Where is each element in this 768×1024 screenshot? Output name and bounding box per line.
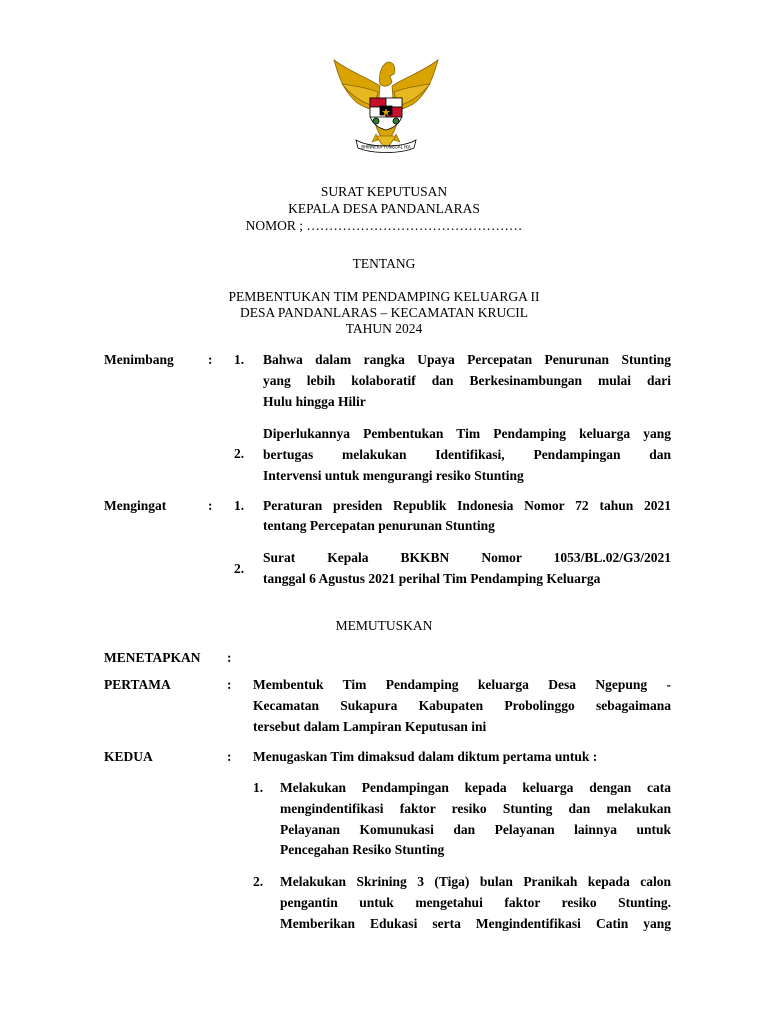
garuda-emblem-icon [328,48,444,158]
menetapkan-colon: : [227,650,232,665]
pertama-label: PERTAMA [104,677,171,692]
menimbang-item-2-line-2: bertugas melakukan Identifikasi, Pendampingan dan [263,447,671,462]
menimbang-item-2-line-1: Diperlukannya Pembentukan Tim Pendamping keluarga yang [263,426,671,441]
kedua-item-1-line-1: Melakukan Pendampingan kepada keluarga dengan cata [280,780,671,795]
kedua-item-1-line-2: mengindentifikasi faktor resiko Stunting dan melakukan [280,801,671,816]
mengingat-item-2-line-2: tanggal 6 Agustus 2021 perihal Tim Pendamping Keluarga [263,571,601,586]
menimbang-item-2-num: 2. [234,446,245,461]
tentang-heading: TENTANG [352,256,416,271]
header-authority: KEPALA DESA PANDANLARAS [288,201,480,216]
kedua-intro: Menugaskan Tim dimaksud dalam diktum pertama untuk : [253,749,598,764]
subject-line-1: PEMBENTUKAN TIM PENDAMPING KELUARGA II [228,289,540,304]
kedua-item-1-line-3: Pelayanan Komunukasi dan Pelayanan lainnya untuk [280,822,671,837]
mengingat-item-2-num: 2. [234,561,245,576]
header-number: NOMOR ; ………………………………………… [245,218,523,233]
menimbang-item-1-line-2: yang lebih kolaboratif dan Berkesinambungan mulai dari [263,373,671,388]
kedua-item-1-num: 1. [253,780,264,795]
svg-text:BHINNEKA TUNGGAL IKA: BHINNEKA TUNGGAL IKA [361,144,411,150]
kedua-item-2-line-3: Memberikan Edukasi serta Mengindentifikasi Catin yang [280,916,671,931]
mengingat-item-1-line-1: Peraturan presiden Republik Indonesia Nomor 72 tahun 2021 [263,498,671,513]
mengingat-item-2-line-1: Surat Kepala BKKBN Nomor 1053/BL.02/G3/2021 [263,550,671,565]
pertama-line-3: tersebut dalam Lampiran Keputusan ini [253,719,487,734]
pertama-line-1: Membentuk Tim Pendamping keluarga Desa Ngepung - [253,677,671,692]
mengingat-colon: : [208,498,213,513]
pertama-line-2: Kecamatan Sukapura Kabupaten Probolinggo sebagaimana [253,698,671,713]
subject-line-2: DESA PANDANLARAS – KECAMATAN KRUCIL [240,305,528,320]
kedua-item-2-line-2: pengantin untuk mengetahui faktor resiko Stunting. [280,895,671,910]
kedua-item-2-line-1: Melakukan Skrining 3 (Tiga) bulan Pranikah kepada calon [280,874,671,889]
kedua-label: KEDUA [104,749,153,764]
menimbang-colon: : [208,352,213,367]
mengingat-item-1-num: 1. [234,498,245,513]
kedua-colon: : [227,749,232,764]
menimbang-item-1-line-1: Bahwa dalam rangka Upaya Percepatan Penurunan Stunting [263,352,671,367]
memutuskan-heading: MEMUTUSKAN [335,618,433,633]
menimbang-item-2-line-3: Intervensi untuk mengurangi resiko Stunting [263,468,524,483]
kedua-item-2-num: 2. [253,874,264,889]
mengingat-label: Mengingat [104,498,167,513]
menetapkan-label: MENETAPKAN [104,650,201,665]
menimbang-item-1-line-3: Hulu hingga Hilir [263,394,366,409]
menimbang-item-1-num: 1. [234,352,245,367]
subject-line-3: TAHUN 2024 [345,321,423,336]
mengingat-item-1-line-2: tentang Percepatan penurunan Stunting [263,518,495,533]
menimbang-label: Menimbang [104,352,174,367]
pertama-colon: : [227,677,232,692]
header-title: SURAT KEPUTUSAN [320,184,448,199]
kedua-item-1-line-4: Pencegahan Resiko Stunting [280,842,445,857]
